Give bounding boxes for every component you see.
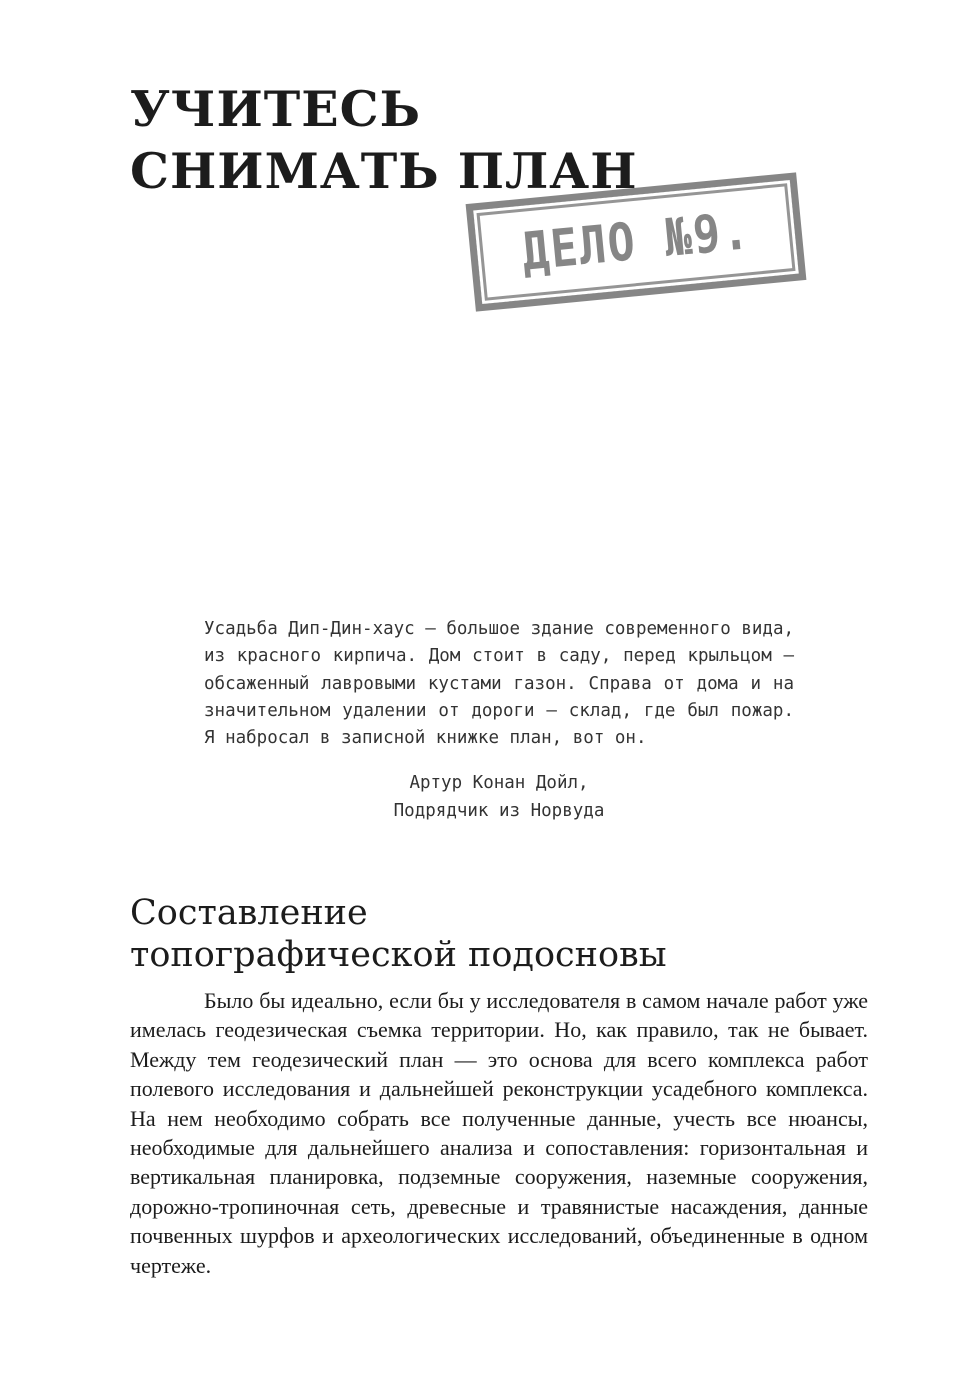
chapter-title (130, 78, 638, 202)
chapter-title-line-2: СНИМАТЬ ПЛАН (130, 142, 638, 200)
body-paragraph: Было бы идеально, если бы у исследователя в самом начале работ уже имелась геодезическая съемка территории. Но, как правило, так не бывает. Между тем геодезический план — это основа для всего комплекса работ полевого исследования и дальнейшей реконструкции усадебного комплекса. На нем необходимо собрать все полученные данные, учесть все нюансы, необходимые для дальнейшего анализа и сопоставления: горизонтальная и вертикальная планировка, подземные сооружения, наземные сооружения, дорожно-тропиночная сеть, древесные и травянистые насаждения, данные почвенных шурфов и археологических исследований, объединенные в одном чертеже. (130, 988, 868, 1278)
epigraph-attribution (204, 770, 794, 825)
epigraph-author: Артур Конан Дойл, (409, 773, 589, 794)
section-heading-line-1: Составление (130, 893, 368, 933)
chapter-title-line-1: УЧИТЕСЬ (130, 80, 422, 138)
epigraph (204, 616, 794, 825)
section-heading-line-2: топографической подосновы (130, 935, 667, 975)
epigraph-text: Усадьба Дип-Дин-хаус — большое здание современного вида, из красного кирпича. Дом стоит в саду, перед крыльцом — обсаженный лавровыми кустами газон. Справа от дома и на значительном удалении от дороги — склад, где был пожар. Я набросал в записной книжке план, вот он. (204, 619, 795, 749)
section-heading (130, 892, 667, 976)
epigraph-source: Подрядчик из Норвуда (393, 800, 605, 821)
stamp-text: ДЕЛО №9. (519, 201, 753, 283)
